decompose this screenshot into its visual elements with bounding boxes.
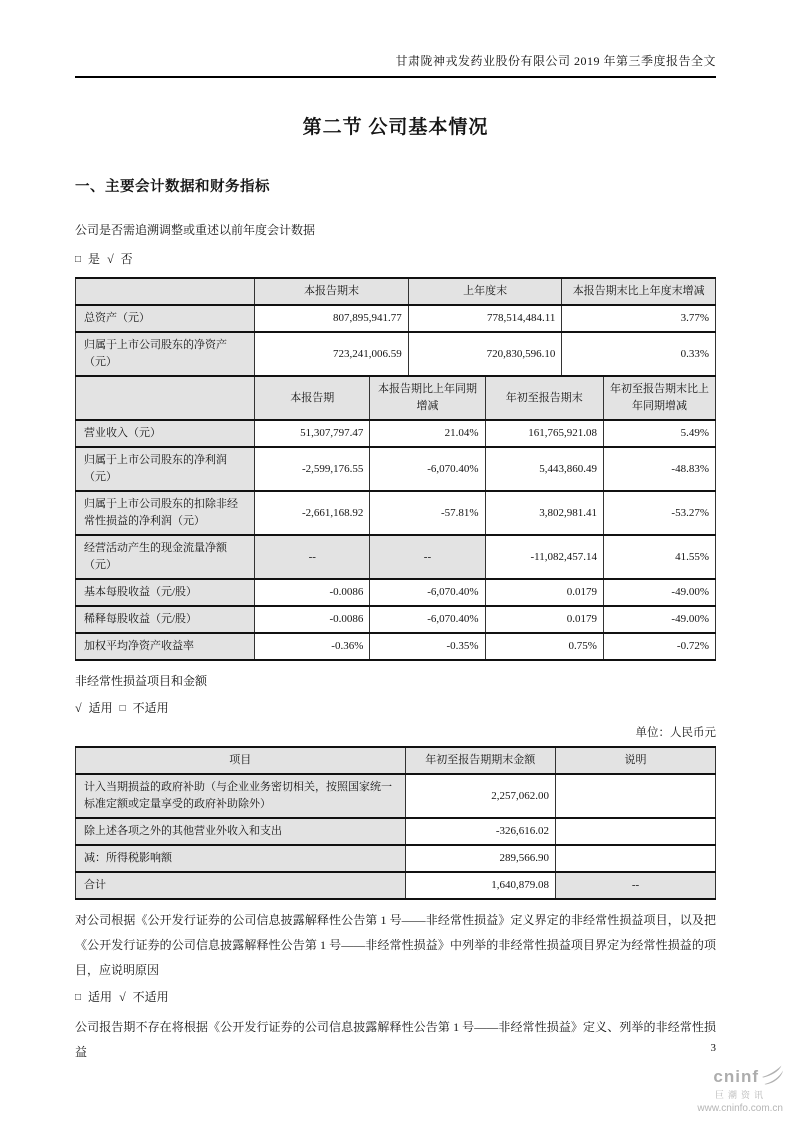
note-cell xyxy=(555,774,715,818)
row-label-cell: 加权平均净资产收益率 xyxy=(76,633,255,660)
value-cell: -11,082,457.14 xyxy=(485,535,603,579)
restatement-answer xyxy=(75,251,716,269)
row-label-cell: 计入当期损益的政府补助（与企业业务密切相关，按照国家统一标准定额或定量享受的政府补助除外） xyxy=(76,774,406,818)
value-cell: -6,070.40% xyxy=(370,447,485,491)
table-row xyxy=(76,818,716,845)
financial-indicators-table-part1 xyxy=(75,277,716,377)
header-cell: 本报告期 xyxy=(255,376,370,420)
amount-cell: 289,566.90 xyxy=(405,845,555,872)
row-label-cell: 营业收入（元） xyxy=(76,420,255,447)
section-heading: 一、主要会计数据和财务指标 xyxy=(75,179,270,195)
applicable-label: 适用 xyxy=(88,990,113,1004)
row-label-cell: 稀释每股收益（元/股） xyxy=(76,606,255,633)
note-cell-dash: -- xyxy=(555,872,715,899)
non-recurring-heading: 非经常性损益项目和金额 xyxy=(75,674,208,688)
cninfo-brand-text: cninf xyxy=(713,1067,759,1087)
not-applicable-label: 不适用 xyxy=(132,701,169,715)
value-cell: -0.0086 xyxy=(255,606,370,633)
row-label-cell: 归属于上市公司股东的净利润（元） xyxy=(76,447,255,491)
value-cell: 3,802,981.41 xyxy=(485,491,603,535)
value-cell: 21.04% xyxy=(370,420,485,447)
amount-cell: 2,257,062.00 xyxy=(405,774,555,818)
header-cell-blank xyxy=(76,376,255,420)
checkbox-empty-icon: □ xyxy=(119,703,126,714)
value-cell: -6,070.40% xyxy=(370,579,485,606)
value-cell-dash: -- xyxy=(255,535,370,579)
table-header-row xyxy=(76,376,716,420)
value-cell: 723,241,006.59 xyxy=(255,332,409,376)
table-row xyxy=(76,606,716,633)
value-cell: -49.00% xyxy=(603,606,715,633)
header-cell: 说明 xyxy=(555,747,715,774)
value-cell: 0.33% xyxy=(562,332,716,376)
table-row xyxy=(76,305,716,332)
note-cell xyxy=(555,845,715,872)
value-cell: -2,599,176.55 xyxy=(255,447,370,491)
table-row xyxy=(76,420,716,447)
row-label-cell: 经营活动产生的现金流量净额（元） xyxy=(76,535,255,579)
header-cell: 年初至报告期期末金额 xyxy=(405,747,555,774)
unit-label: 单位：人民币元 xyxy=(635,727,716,739)
value-cell: 5,443,860.49 xyxy=(485,447,603,491)
table-row xyxy=(76,491,716,535)
value-cell: -0.35% xyxy=(370,633,485,660)
header-cell: 项目 xyxy=(76,747,406,774)
value-cell: -48.83% xyxy=(603,447,715,491)
table-header-row xyxy=(76,278,716,305)
amount-cell: -326,616.02 xyxy=(405,818,555,845)
value-cell: 807,895,941.77 xyxy=(255,305,409,332)
page-number: 3 xyxy=(710,1042,716,1054)
table-row xyxy=(76,579,716,606)
cninfo-logo xyxy=(697,1065,783,1114)
row-label-cell: 归属于上市公司股东的净资产（元） xyxy=(76,332,255,376)
value-cell: 5.49% xyxy=(603,420,715,447)
row-label-cell: 除上述各项之外的其他营业外收入和支出 xyxy=(76,818,406,845)
cninfo-brand-cn: 巨潮资讯 xyxy=(714,1090,767,1101)
value-cell: -0.36% xyxy=(255,633,370,660)
value-cell: 0.0179 xyxy=(485,579,603,606)
cninfo-brand-row xyxy=(697,1065,783,1090)
non-recurring-applicability xyxy=(75,700,716,718)
row-label-cell: 总资产（元） xyxy=(76,305,255,332)
report-header-title: 甘肃陇神戎发药业股份有限公司 2019 年第三季度报告全文 xyxy=(395,54,716,68)
non-recurring-table xyxy=(75,746,716,900)
applicable-label: 适用 xyxy=(88,701,113,715)
value-cell: 41.55% xyxy=(603,535,715,579)
non-recurring-note2: 公司报告期不存在将根据《公开发行证券的公司信息披露解释性公告第 1 号——非经常性损益》定义、列举的非经常性损益 xyxy=(75,1020,716,1059)
value-cell: 3.77% xyxy=(562,305,716,332)
financial-indicators-table-part2 xyxy=(75,375,716,661)
value-cell-dash: -- xyxy=(370,535,485,579)
value-cell: 161,765,921.08 xyxy=(485,420,603,447)
amount-cell: 1,640,879.08 xyxy=(405,872,555,899)
table-row xyxy=(76,535,716,579)
header-cell: 本报告期比上年同期增减 xyxy=(370,376,485,420)
value-cell: 51,307,797.47 xyxy=(255,420,370,447)
value-cell: 778,514,484.11 xyxy=(408,305,562,332)
page-title: 第二节 公司基本情况 xyxy=(302,117,489,138)
cninfo-url: www.cninfo.com.cn xyxy=(697,1103,783,1114)
value-cell: -53.27% xyxy=(603,491,715,535)
header-cell: 上年度末 xyxy=(408,278,562,305)
header-cell: 本报告期末 xyxy=(255,278,409,305)
check-mark-icon: √ xyxy=(119,990,126,1004)
value-cell: -57.81% xyxy=(370,491,485,535)
header-cell: 本报告期末比上年度末增减 xyxy=(562,278,716,305)
value-cell: 0.75% xyxy=(485,633,603,660)
note-cell xyxy=(555,818,715,845)
checkbox-empty-icon: □ xyxy=(75,254,82,265)
value-cell: 720,830,596.10 xyxy=(408,332,562,376)
header-cell: 年初至报告期末 xyxy=(485,376,603,420)
table-row xyxy=(76,872,716,899)
row-label-cell: 合计 xyxy=(76,872,406,899)
check-mark-icon: √ xyxy=(75,701,82,715)
row-label-cell: 归属于上市公司股东的扣除非经常性损益的净利润（元） xyxy=(76,491,255,535)
non-recurring-applicability2 xyxy=(75,989,716,1007)
value-cell: -0.0086 xyxy=(255,579,370,606)
value-cell: -0.72% xyxy=(603,633,715,660)
yes-label: 是 xyxy=(88,252,101,266)
header-cell: 年初至报告期末比上年同期增减 xyxy=(603,376,715,420)
cninfo-swoosh-icon xyxy=(761,1065,783,1090)
checkbox-empty-icon: □ xyxy=(75,992,82,1003)
no-label: 否 xyxy=(120,252,133,266)
value-cell: -6,070.40% xyxy=(370,606,485,633)
table-row xyxy=(76,845,716,872)
row-label-cell: 减：所得税影响额 xyxy=(76,845,406,872)
value-cell: -2,661,168.92 xyxy=(255,491,370,535)
table-row xyxy=(76,447,716,491)
table-row xyxy=(76,633,716,660)
value-cell: 0.0179 xyxy=(485,606,603,633)
table-row xyxy=(76,332,716,376)
row-label-cell: 基本每股收益（元/股） xyxy=(76,579,255,606)
report-header xyxy=(75,52,716,78)
value-cell: -49.00% xyxy=(603,579,715,606)
header-cell-blank xyxy=(76,278,255,305)
non-recurring-note1: 对公司根据《公开发行证券的公司信息披露解释性公告第 1 号——非经常性损益》定义界定的非经常性损益项目，以及把《公开发行证券的公司信息披露解释性公告第 1 号——非经常性损益》中列举的非经常性损益项目界定为经常性损益的项目，应说明原因 xyxy=(75,913,716,977)
restatement-question: 公司是否需追溯调整或重述以前年度会计数据 xyxy=(75,223,316,237)
not-applicable-label: 不适用 xyxy=(132,990,169,1004)
check-mark-icon: √ xyxy=(107,252,114,266)
table-header-row xyxy=(76,747,716,774)
table-row xyxy=(76,774,716,818)
